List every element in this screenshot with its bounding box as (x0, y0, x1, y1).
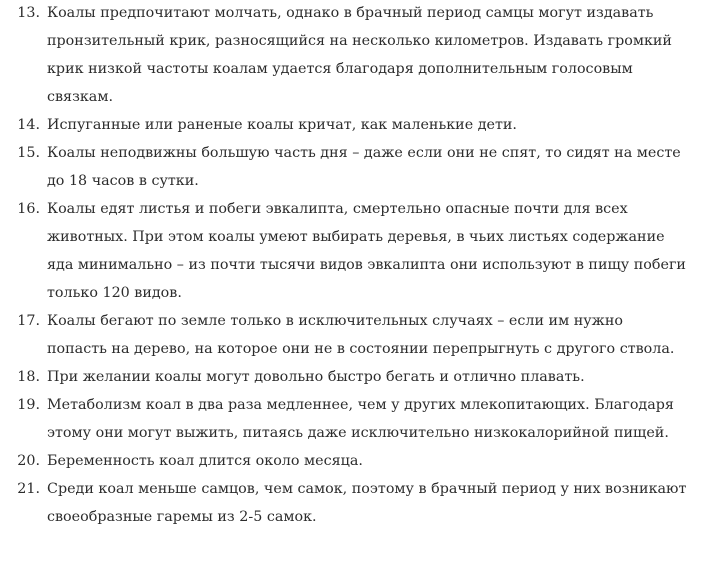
item-number: 18. (17, 369, 40, 385)
item-text: При желании коалы могут довольно быстро бегать и отлично плавать. (47, 369, 585, 385)
item-number: 21. (17, 481, 40, 497)
item-number: 20. (17, 453, 40, 469)
item-number: 14. (17, 117, 40, 133)
list-item (0, 475, 701, 531)
item-text: Коалы неподвижны большую часть дня – даже если они не спят, то сидят на месте до 18 часов в сутки. (47, 145, 681, 189)
list-item (0, 195, 701, 307)
list-item (0, 0, 701, 111)
item-number: 13. (17, 5, 40, 21)
item-text: Среди коал меньше самцов, чем самок, поэтому в брачный период у них возникают своеобразные гаремы из 2-5 самок. (47, 481, 687, 525)
list-item (0, 391, 701, 447)
item-text: Метаболизм коал в два раза медленнее, чем у других млекопитающих. Благодаря этому они могут выжить, питаясь даже исключительно низкокалорийной пищей. (47, 397, 674, 441)
list-item (0, 447, 701, 475)
list-item (0, 111, 701, 139)
item-text: Коалы предпочитают молчать, однако в брачный период самцы могут издавать пронзительный крик, разносящийся на несколько километров. Издавать громкий крик низкой частоты коалам удается благодаря дополнительным голосовым связкам. (47, 5, 672, 105)
item-number: 17. (17, 313, 40, 329)
item-text: Беременность коал длится около месяца. (47, 453, 363, 469)
item-text: Испуганные или раненые коалы кричат, как маленькие дети. (47, 117, 517, 133)
list-item (0, 307, 701, 363)
item-text: Коалы едят листья и побеги эвкалипта, смертельно опасные почти для всех животных. При этом коалы умеют выбирать деревья, в чьих листьях содержание яда минимально – из почти тысячи видов эвкалипта они используют в пищу побеги только 120 видов. (47, 201, 686, 301)
list-item (0, 139, 701, 195)
list-item (0, 363, 701, 391)
item-text: Коалы бегают по земле только в исключительных случаях – если им нужно попасть на дерево, на которое они не в состоянии перепрыгнуть с другого ствола. (47, 313, 675, 357)
item-number: 15. (17, 145, 40, 161)
item-number: 16. (17, 201, 40, 217)
item-number: 19. (17, 397, 40, 413)
